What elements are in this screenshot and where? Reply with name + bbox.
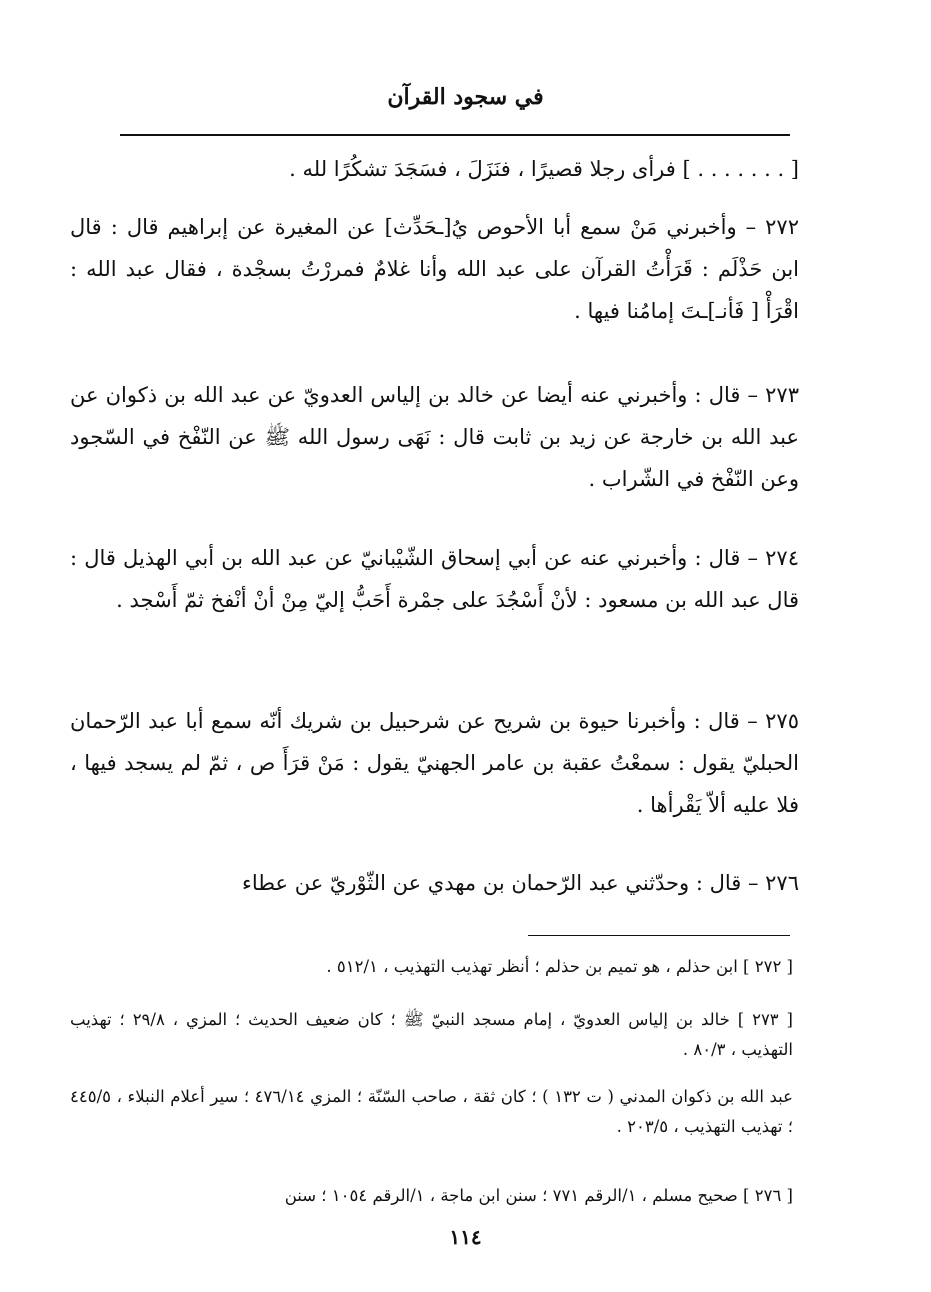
paragraph-273: [70, 374, 799, 500]
paragraph-276: [70, 862, 799, 904]
paragraph-272: [70, 206, 799, 332]
footnote-text: [ ٢٧٢ ] ابن حذلم ، هو تميم بن حذلم ؛ أنظر تهذيب التهذيب ، ٥١٢/١ .: [326, 957, 793, 976]
paragraph-text: ٢٧٤ – قال : وأخبرني عنه عن أبي إسحاق الشّيْبانيّ عن عبد الله بن أبي الهذيل قال : قال عبد الله بن مسعود : لأنْ أَسْجُدَ على جمْرة أَحَبُّ إليّ مِنْ أنْ أنْفخ ثمّ أَسْجد .: [70, 546, 799, 612]
footnote-276: [70, 1181, 793, 1211]
footnote-272: [70, 952, 793, 982]
footnote-text: عبد الله بن ذكوان المدني ( ت ١٣٢ ) ؛ كان ثقة ، صاحب السّنّة ؛ المزي ٤٧٦/١٤ ؛ سير أعلام النبلاء ، ٤٤٥/٥ ؛ تهذيب التهذيب ، ٢٠٣/٥ .: [70, 1087, 793, 1136]
footnote-text: [ ٢٧٣ ] خالد بن إلياس العدويّ ، إمام مسجد النبيّ ﷺ ؛ كان ضعيف الحديث ؛ المزي ، ٢٩/٨ ؛ تهذيب التهذيب ، ٨٠/٣ .: [70, 1010, 793, 1059]
footnote-273-continued: [70, 1082, 793, 1142]
header-rule: [120, 134, 790, 136]
paragraph-274: [70, 537, 799, 621]
footnote-text: [ ٢٧٦ ] صحيح مسلم ، ١/الرقم ٧٧١ ؛ سنن ابن ماجة ، ١/الرقم ١٠٥٤ ؛ سنن: [284, 1186, 793, 1205]
paragraph-text: ٢٧٣ – قال : وأخبرني عنه أيضا عن خالد بن إلياس العدويّ عن عبد الله بن ذكوان عن عبد الله بن خارجة عن زيد بن ثابت قال : نَهَى رسول الله ﷺ عن النّفْخ في السّجود وعن النّفْخ في الشّراب .: [70, 383, 799, 491]
page-number: ١١٤: [449, 1225, 482, 1249]
opening-line: [ . . . . . . . ] فرأى رجلا قصيرًا ، فنَزَلَ ، فسَجَدَ تشكُرًا لله .: [289, 157, 799, 181]
paragraph-text: ٢٧٥ – قال : وأخبرنا حيوة بن شريح عن شرحبيل بن شريك أنّه سمع أبا عبد الرّحمان الحبليّ يقول : سمعْتُ عقبة بن عامر الجهنيّ يقول : مَنْ قرَأَ ص ، ثمّ لم يسجد فيها ، فلا عليه ألاّ يَقْرأها .: [70, 709, 799, 817]
paragraph-text: ٢٧٦ – قال : وحدّثني عبد الرّحمان بن مهدي عن الثّوْريّ عن عطاء: [242, 871, 799, 895]
paragraph-275: [70, 700, 799, 826]
running-title: في سجود القرآن: [387, 84, 544, 110]
paragraph-text: ٢٧٢ – وأخبرني مَنْ سمع أبا الأحوص يُ[ـحَدِّث] عن المغيرة عن إبراهيم قال : قال ابن حَذْلَم : قَرَأْتُ القرآن على عبد الله وأنا غلامٌ فمررْتُ بسجْدة ، فقال عبد الله : اقْرَأْ [ فَأنـ]ـتَ إمامُنا فيها .: [70, 215, 799, 323]
footnote-273: [70, 1005, 793, 1065]
footnote-rule: [528, 935, 790, 936]
